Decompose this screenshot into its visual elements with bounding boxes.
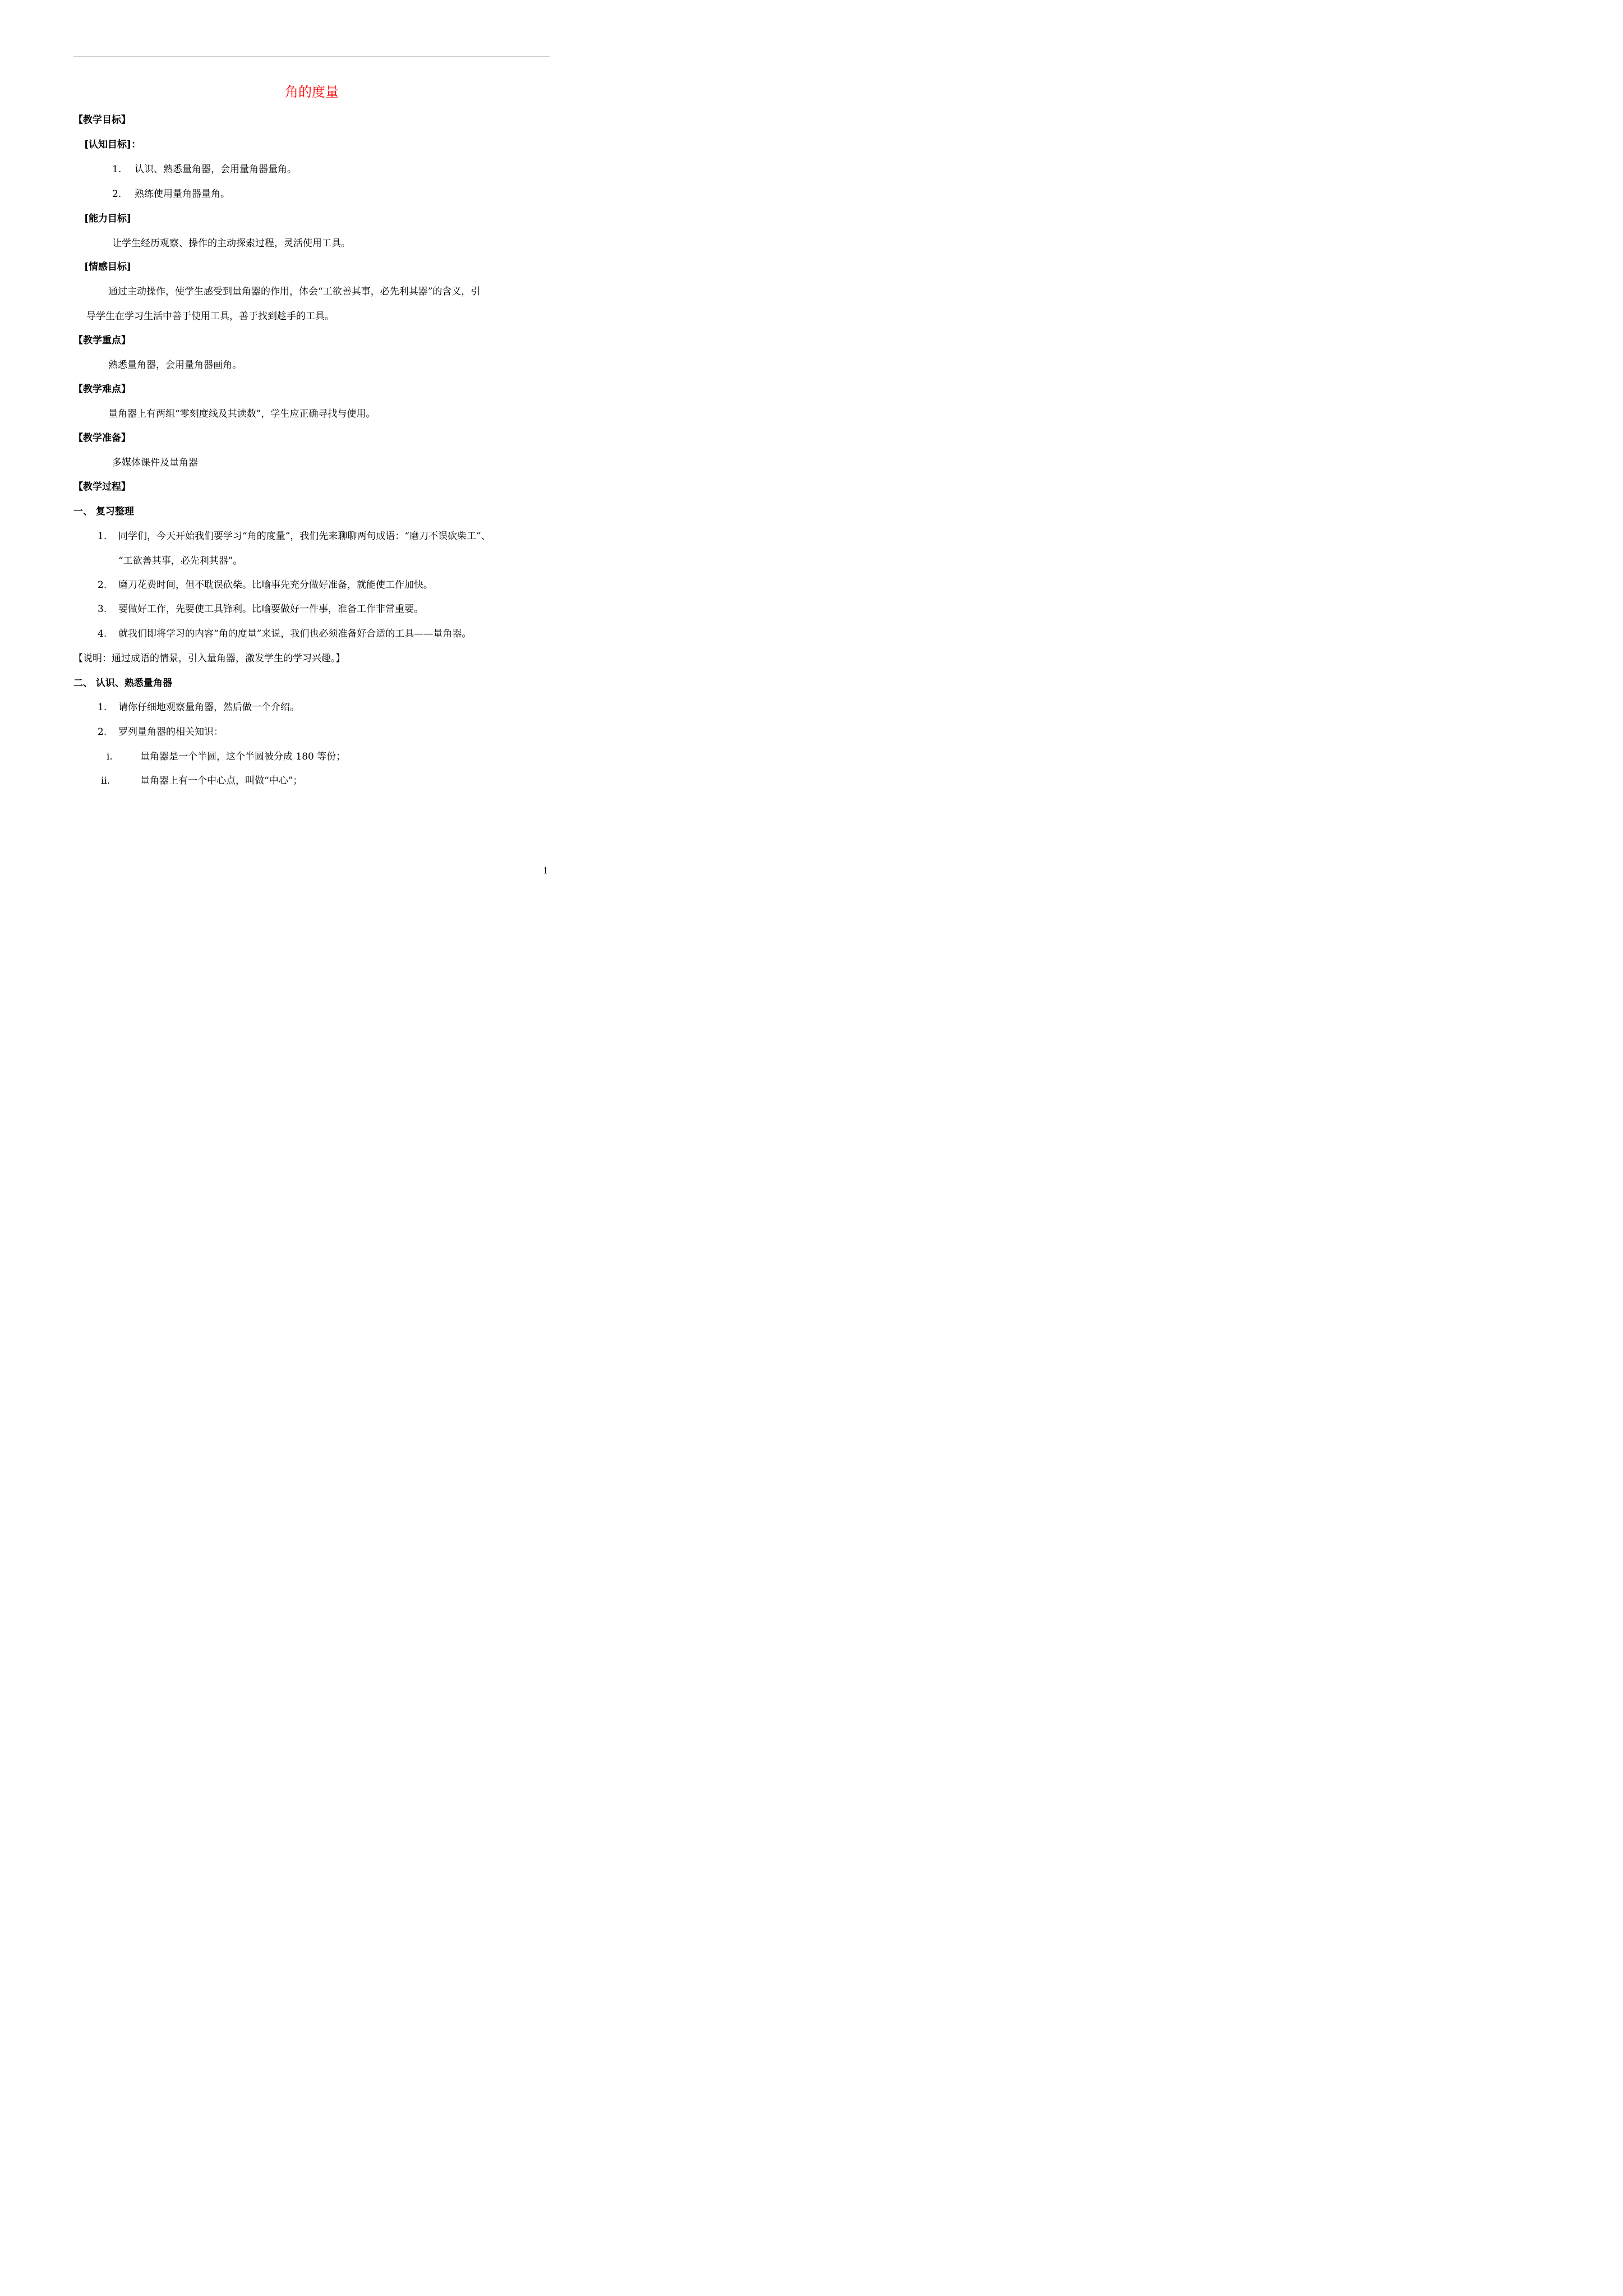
section-heading-review: 一、 复习整理 [73,506,134,517]
list-text: 要做好工作，先要使工具锋利。比喻要做好一件事，准备工作非常重要。 [118,604,423,615]
paragraph-emotion-goal-line-2: 导学生在学习生活中善于使用工具，善于找到趁手的工具。 [86,311,334,322]
sub-list-text: 量角器上有一个中心点，叫做“中心”； [140,775,303,786]
list-text: 熟练使用量角器量角。 [135,188,230,200]
paragraph-preparation: 多媒体课件及量角器 [112,457,198,468]
paragraph-difficult-points: 量角器上有两组“零刻度线及其读数”，学生应正确寻找与使用。 [108,408,376,420]
sub-list-number: ii. [101,775,110,786]
list-number: 4. [98,628,107,639]
list-number: 3. [98,604,107,615]
heading-key-points: 【教学重点】 [73,335,131,346]
list-number: 2. [112,188,122,200]
list-item [98,530,491,542]
list-number: 1. [112,164,122,175]
list-item [98,579,433,591]
list-text: 认识、熟悉量角器，会用量角器量角。 [135,164,297,175]
sub-list-item [101,775,302,787]
list-item [98,603,423,615]
heading-preparation: 【教学准备】 [73,432,131,444]
heading-teaching-goals: 【教学目标】 [73,114,131,126]
list-item [112,163,297,176]
label-emotion-goal: [情感目标] [84,261,132,273]
heading-difficult-points: 【教学难点】 [73,384,131,395]
list-item [112,188,230,200]
list-text: 罗列量角器的相关知识： [118,726,223,738]
sub-list-text: 量角器是一个半圆，这个半圆被分成 180 等份； [140,751,346,762]
list-text: 磨刀花费时间，但不耽误砍柴。比喻事先充分做好准备，就能使工作加快。 [118,579,433,591]
list-text: 请你仔细地观察量角器，然后做一个介绍。 [118,702,299,713]
sub-list-item [107,751,345,763]
list-text: 就我们即将学习的内容“角的度量”来说，我们也必须准备好合适的工具——量角器。 [118,628,472,639]
list-item [98,726,223,738]
section-heading-protractor: 二、 认识、熟悉量角器 [73,678,172,689]
label-ability-goal: [能力目标] [84,213,132,224]
list-number: 2. [98,726,107,738]
label-cognitive-goal: [认知目标]： [84,139,141,150]
list-number: 2. [98,579,107,591]
page-number: 1 [543,866,548,876]
note-explanation: 【说明：通过成语的情景，引入量角器，激发学生的学习兴趣。】 [73,653,345,664]
paragraph-ability-goal: 让学生经历观察、操作的主动探索过程，灵活使用工具。 [112,238,351,249]
list-text: 同学们，今天开始我们要学习“角的度量”，我们先来聊聊两句成语：“磨刀不误砍柴工”、 [118,531,491,542]
paragraph-key-points: 熟悉量角器，会用量角器画角。 [108,360,242,371]
heading-teaching-process: 【教学过程】 [73,481,131,493]
list-number: 1. [98,531,107,542]
list-item [98,628,471,640]
sub-list-number: i. [107,751,113,762]
list-item [98,701,299,714]
list-item-continuation: “工欲善其事，必先利其器”。 [118,555,243,567]
document-title: 角的度量 [285,84,339,100]
paragraph-emotion-goal-line-1: 通过主动操作，使学生感受到量角器的作用，体会“工欲善其事，必先利其器”的含义，引 [108,286,481,297]
list-number: 1. [98,702,107,713]
